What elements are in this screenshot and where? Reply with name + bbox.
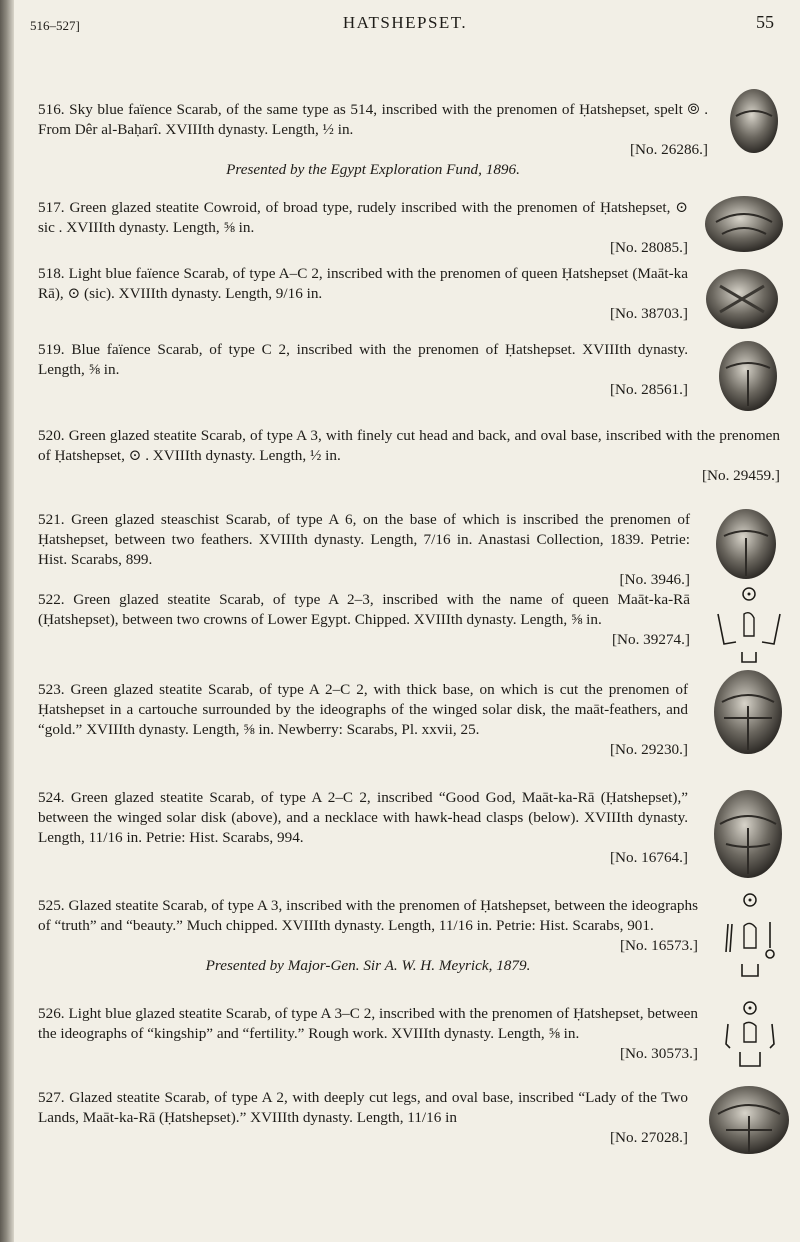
scarab-photo-519 — [716, 334, 780, 414]
header-entry-range: 516–527] — [30, 18, 80, 33]
entry-text: 526. Light blue glazed steatite Scarab, of type A 3–C 2, inscribed with the prenomen of Ḥatshepset, between the ideographs of “kingship” and “fertility.” Rough work. XVIIIth dynasty. Length, ⅝ in. — [38, 1005, 699, 1042]
entry-reference: [No. 3946.] — [619, 571, 690, 588]
entry-reference: [No. 39274.] — [611, 631, 690, 648]
entry-reference: [No. 29230.] — [609, 741, 688, 758]
entry-524 — [38, 788, 688, 868]
page-number: 55 — [756, 12, 774, 32]
entry-516 — [38, 100, 708, 180]
scarab-photo-516 — [726, 86, 782, 156]
running-header — [30, 12, 780, 36]
entry-presented: Presented by Major-Gen. Sir A. W. H. Meyrick, 1879. — [205, 957, 531, 974]
entry-reference: [No. 28561.] — [609, 381, 688, 398]
entry-reference: [No. 16764.] — [609, 849, 688, 866]
entry-presented: Presented by the Egypt Exploration Fund, 1896. — [226, 161, 520, 178]
entry-text: 519. Blue faïence Scarab, of type C 2, inscribed with the prenomen of Ḥatshepset. XVIIIth dynasty. Length, ⅝ in. — [38, 341, 688, 378]
entry-reference: [No. 30573.] — [619, 1045, 698, 1062]
entry-reference: [No. 16573.] — [619, 937, 698, 954]
entry-text: 520. Green glazed steatite Scarab, of type A 3, with finely cut head and back, and oval base, inscribed with the prenomen of Ḥatshepset, ⊙ . XVIIIth dynasty. Length, ½ in. — [38, 427, 780, 464]
scarab-photo-523 — [710, 666, 786, 758]
entry-reference: [No. 29459.] — [701, 467, 780, 484]
entry-text: 524. Green glazed steatite Scarab, of type A 2–C 2, inscribed “Good God, Maāt-ka-Rā (Ḥatshepset),” between the winged solar disk (above), and a necklace with hawk-head clasps (below). XVIIIth dynasty. Length, 11/16 in. Petrie: Hist. Scarabs, 994. — [38, 789, 689, 846]
scarab-photo-527 — [706, 1082, 792, 1158]
entry-text: 525. Glazed steatite Scarab, of type A 3, inscribed with the prenomen of Ḥatshepset, between the ideographs of “truth” and “beauty.” Much chipped. XVIIIth dynasty. Length, 11/16 in. Petrie: Hist. Scarabs, 901. — [38, 897, 698, 934]
entry-518 — [38, 264, 688, 324]
entry-text: 517. Green glazed steatite Cowroid, of broad type, rudely inscribed with the prenomen of Ḥatshepset, ⊙ sic . XVIIIth dynasty. Length, ⅝ in. — [38, 199, 689, 236]
entry-text: 521. Green glazed steaschist Scarab, of type A 6, on the base of which is inscribed the prenomen of Ḥatshepset, between two feathers. XVIIIth dynasty. Length, 7/16 in. Anastasi Collection, 1839. Petrie: Hist. Scarabs, 899. — [38, 511, 691, 568]
entry-517 — [38, 198, 688, 258]
entry-reference: [No. 27028.] — [609, 1129, 688, 1146]
entry-text: 516. Sky blue faïence Scarab, of the same type as 514, inscribed with the prenomen of Ḥatshepset, spelt ⦾ . From Dêr al-Baḥarî. XVIIIth dynasty. Length, ½ in. — [38, 101, 708, 138]
entry-text: 527. Glazed steatite Scarab, of type A 2, with deeply cut legs, and oval base, inscribed “Lady of the Two Lands, Maāt-ka-Rā (Ḥatshepset).” XVIIIth dynasty. Length, 11/16 in — [38, 1089, 688, 1126]
hieroglyph-drawing-526 — [720, 1000, 780, 1070]
scarab-photo-524 — [710, 786, 786, 882]
entry-522 — [38, 590, 690, 650]
entry-text: 522. Green glazed steatite Scarab, of type A 2–3, inscribed with the name of queen Maāt-ka-Rā (Ḥatshepset), between two crowns of Lower Egypt. Chipped. XVIIIth dynasty. Length, ⅝ in. — [38, 591, 691, 628]
entry-521 — [38, 510, 690, 590]
entry-525 — [38, 896, 698, 976]
entry-526 — [38, 1004, 698, 1064]
entry-523 — [38, 680, 688, 760]
entry-reference: [No. 28085.] — [609, 239, 688, 256]
entry-519 — [38, 340, 688, 400]
entry-text: 523. Green glazed steatite Scarab, of type A 2–C 2, with thick base, on which is cut the prenomen of Ḥatshepset in a cartouche surrounded by the ideographs of the winged solar disk, the maāt-feathers, and “gold.” XVIIIth dynasty. Length, ⅝ in. Newberry: Scarabs, Pl. xxvii, 25. — [38, 681, 689, 738]
entry-527 — [38, 1088, 688, 1148]
entry-text: 518. Light blue faïence Scarab, of type A–C 2, inscribed with the prenomen of queen Ḥatshepset (Maāt-ka Rā), ⊙ (sic). XVIIIth dynasty. Length, 9/16 in. — [38, 265, 688, 302]
scarab-photo-518 — [702, 266, 782, 332]
entry-520 — [38, 426, 780, 486]
hieroglyph-drawing-525 — [720, 892, 780, 988]
header-title: HATSHEPSET. — [342, 13, 468, 32]
scarab-photo-521 — [712, 506, 780, 582]
scarab-photo-517 — [702, 192, 786, 256]
hieroglyph-drawing-522 — [714, 584, 784, 666]
entry-reference: [No. 26286.] — [629, 141, 708, 158]
book-binding-edge — [0, 0, 14, 1242]
entry-reference: [No. 38703.] — [609, 305, 688, 322]
